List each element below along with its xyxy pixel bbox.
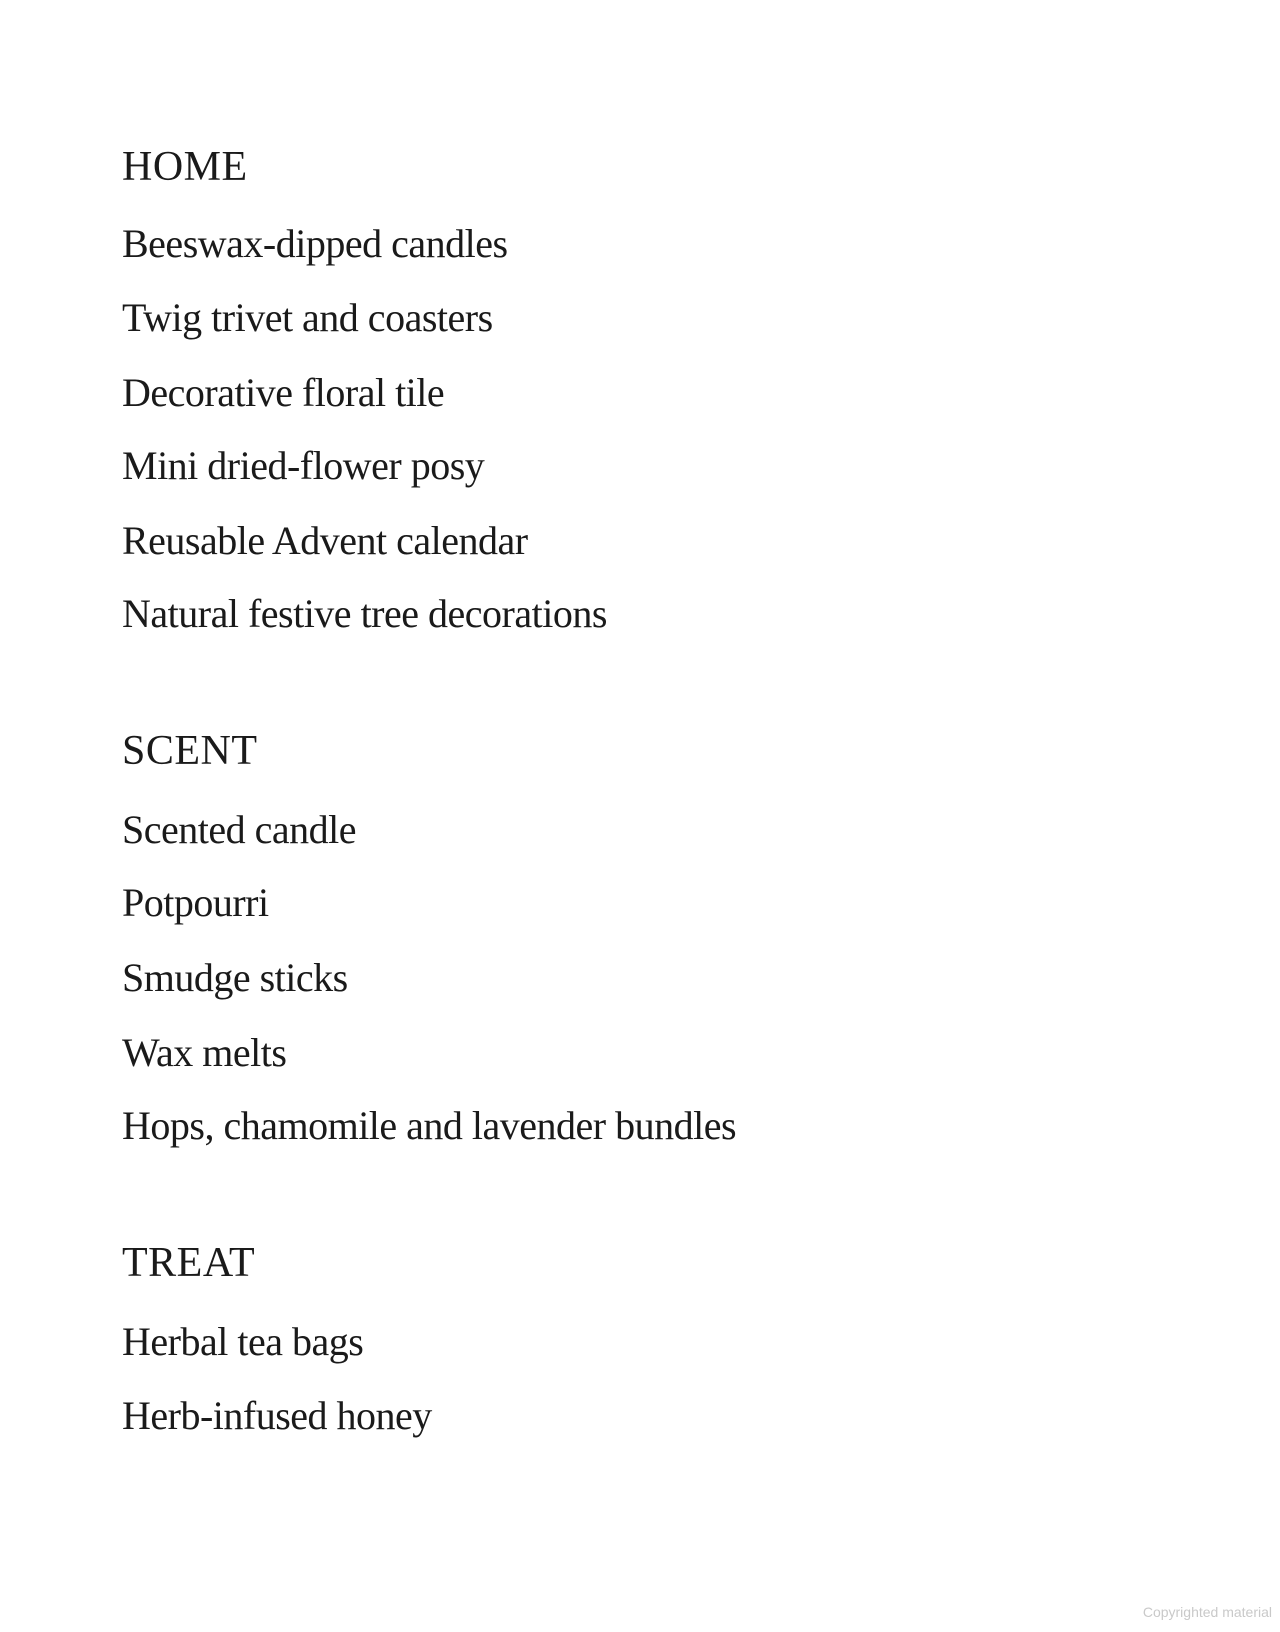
list-item: Natural festive tree decorations [122, 591, 607, 636]
list-item: Herb-infused honey [122, 1393, 432, 1438]
list-item: Hops, chamomile and lavender bundles [122, 1103, 737, 1148]
copyright-watermark: Copyrighted material [1142, 1604, 1272, 1620]
list-item: Reusable Advent calendar [122, 518, 528, 563]
section-heading-treat: TREAT [122, 1240, 256, 1286]
section-heading-home: HOME [122, 144, 248, 190]
list-item: Mini dried-flower posy [122, 443, 485, 488]
list-item: Herbal tea bags [122, 1319, 364, 1364]
list-item: Potpourri [122, 880, 269, 925]
list-item: Twig trivet and coasters [122, 295, 493, 340]
list-item: Smudge sticks [122, 955, 348, 1000]
section-heading-scent: SCENT [122, 728, 258, 774]
list-item: Scented candle [122, 807, 356, 852]
list-item: Wax melts [122, 1030, 287, 1075]
list-item: Beeswax-dipped candles [122, 221, 508, 266]
list-item: Decorative floral tile [122, 370, 445, 415]
